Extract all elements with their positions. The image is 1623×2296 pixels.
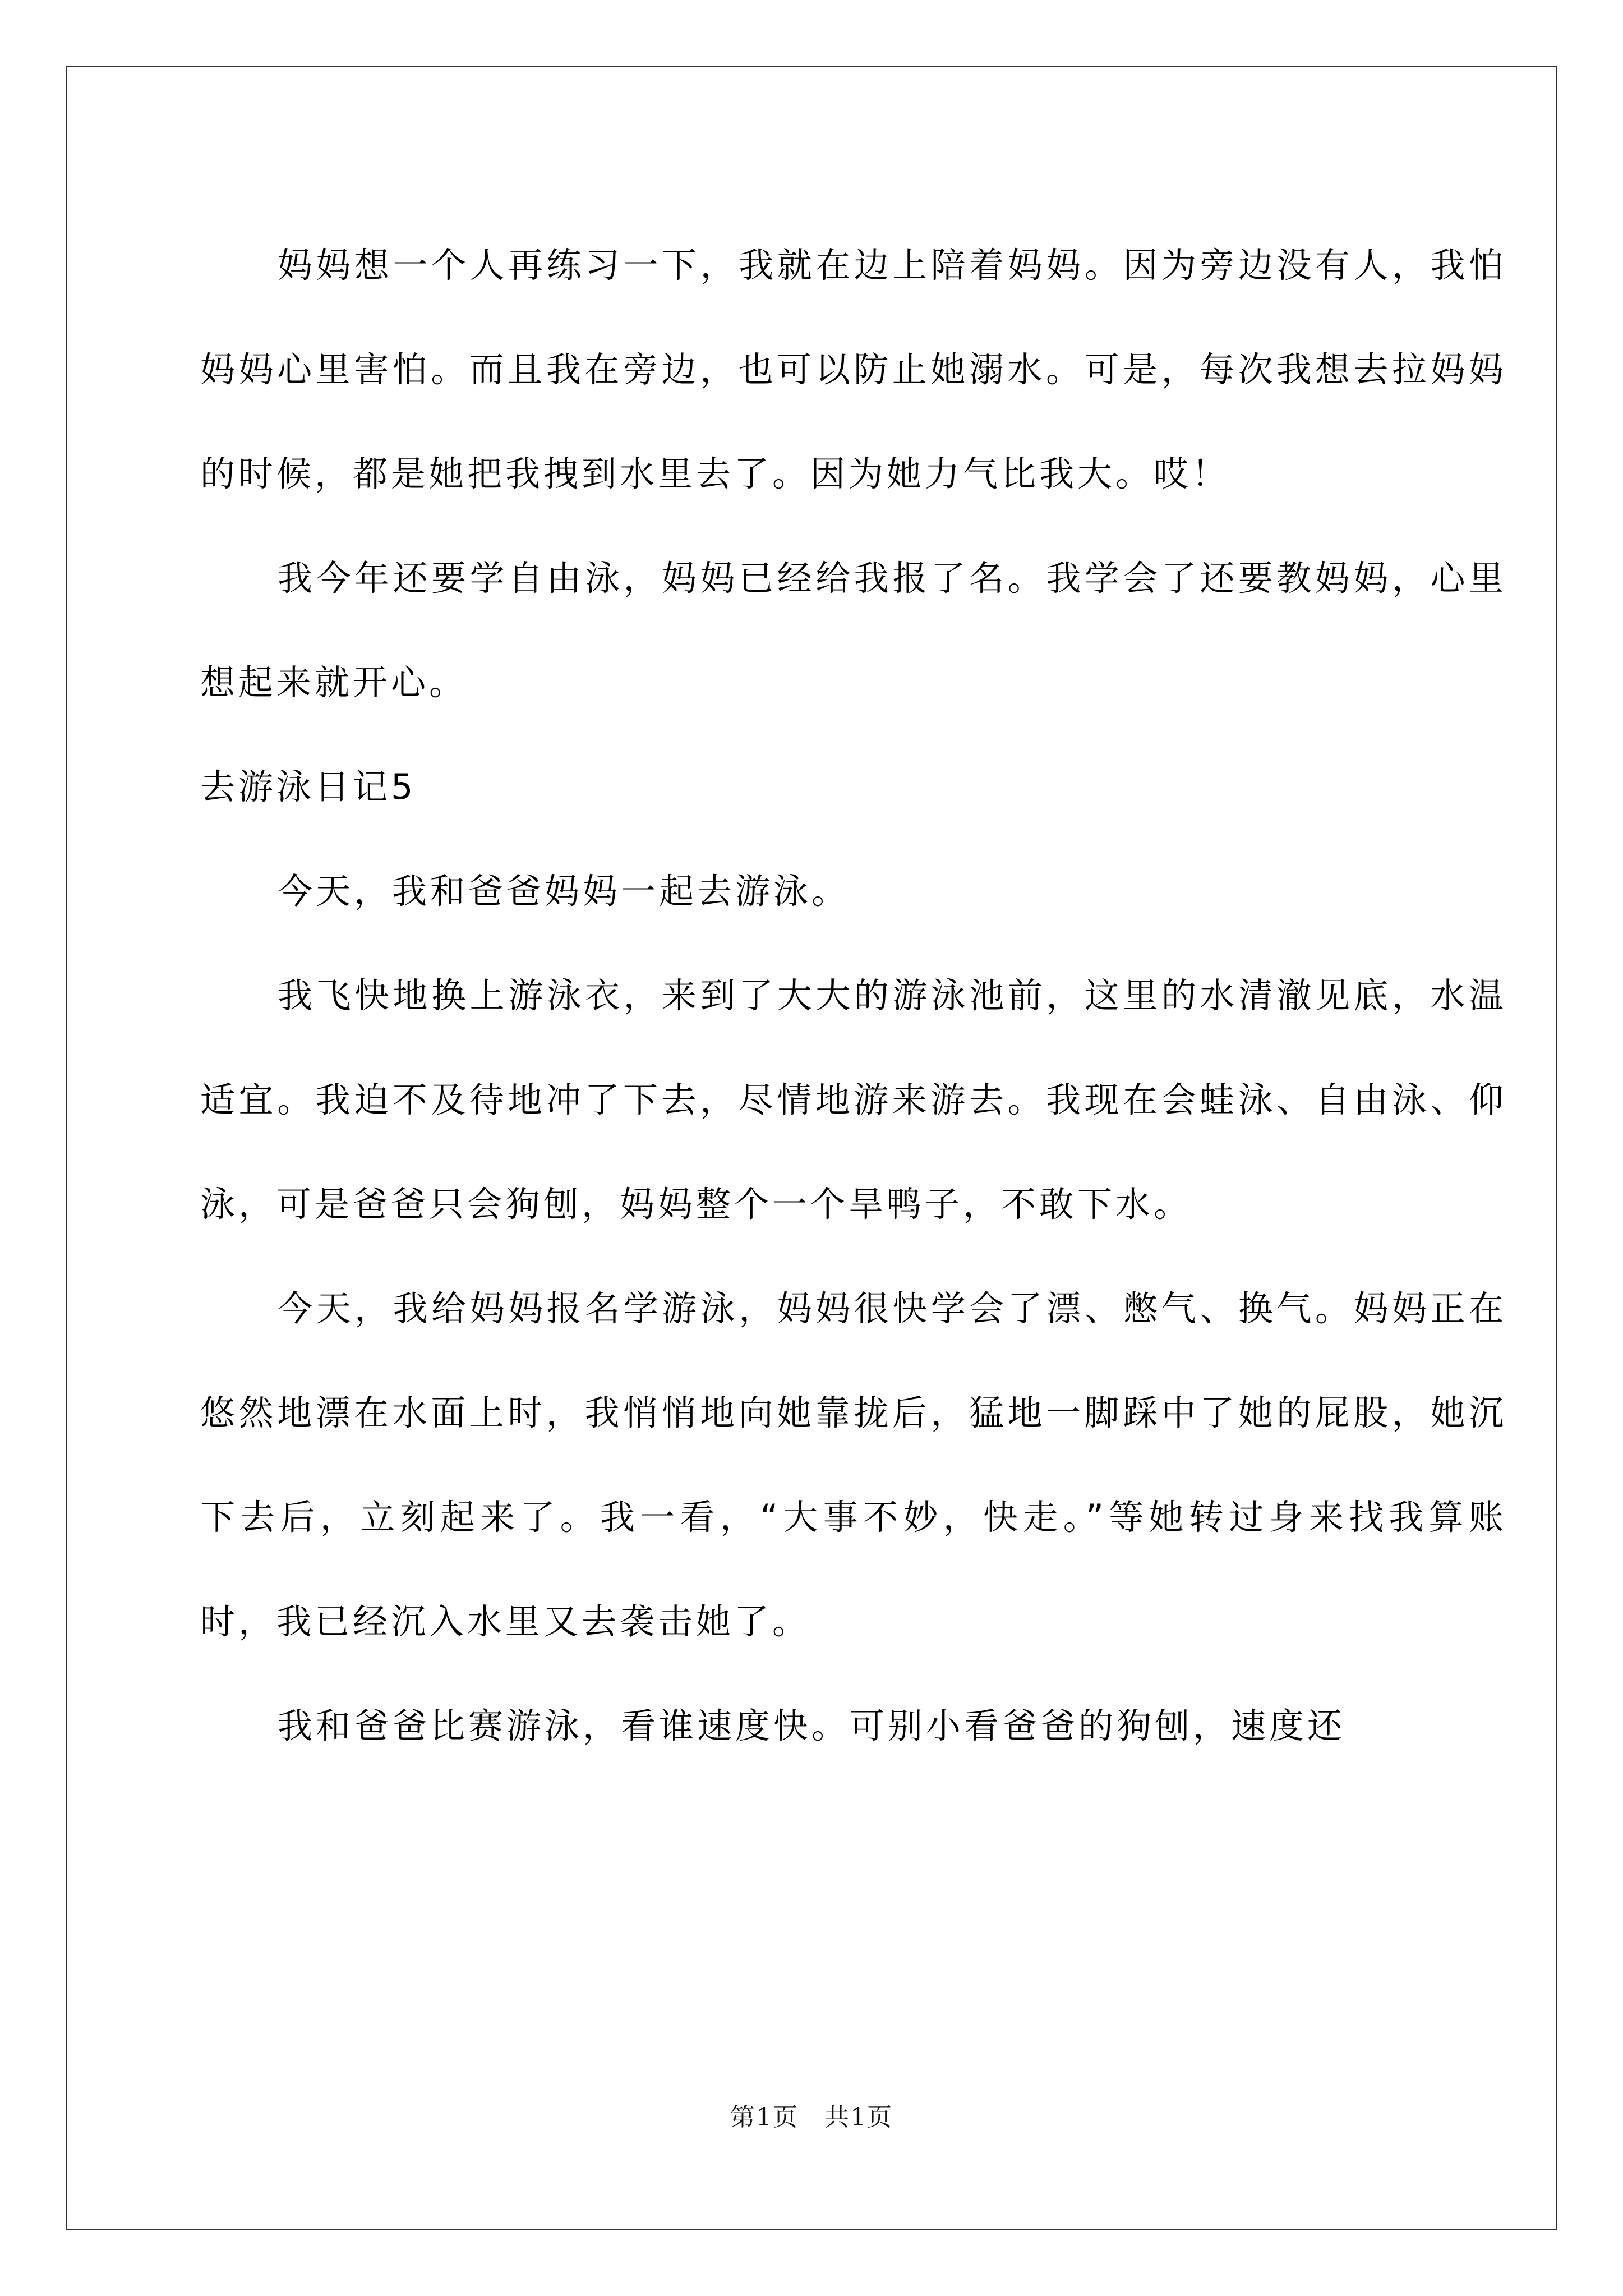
- paragraph: 今天，我给妈妈报名学游泳，妈妈很快学会了漂、憋气、换气。妈妈正在悠然地漂在水面上时，我悄悄地向她靠拢后，猛地一脚踩中了她的屁股，她沉下去后，立刻起来了。我一看，“大事不妙，快走。”等她转过身来找我算账时，我已经沉入水里又去袭击她了。: [200, 1288, 1507, 1642]
- section-heading: 去游泳日记5: [200, 766, 417, 807]
- paragraph: 我今年还要学自由泳，妈妈已经给我报了名。我学会了还要教妈妈，心里想起来就开心。: [200, 558, 1507, 703]
- page-number-footer: 第1页 共1页: [730, 2103, 893, 2132]
- paragraph: 今天，我和爸爸妈妈一起去游泳。: [278, 871, 850, 912]
- document-body: [200, 213, 1507, 1778]
- paragraph: 我飞快地换上游泳衣，来到了大大的游泳池前，这里的水清澈见底，水温适宜。我迫不及待地冲了下去，尽情地游来游去。我现在会蛙泳、自由泳、仰泳，可是爸爸只会狗刨，妈妈整个一个旱鸭子，不敢下水。: [200, 975, 1507, 1225]
- paragraph: 妈妈想一个人再练习一下，我就在边上陪着妈妈。因为旁边没有人，我怕妈妈心里害怕。而且我在旁边，也可以防止她溺水。可是，每次我想去拉妈妈的时候，都是她把我拽到水里去了。因为她力气比我大。哎！: [200, 245, 1507, 494]
- paragraph: 我和爸爸比赛游泳，看谁速度快。可别小看爸爸的狗刨，速度还: [278, 1705, 1346, 1746]
